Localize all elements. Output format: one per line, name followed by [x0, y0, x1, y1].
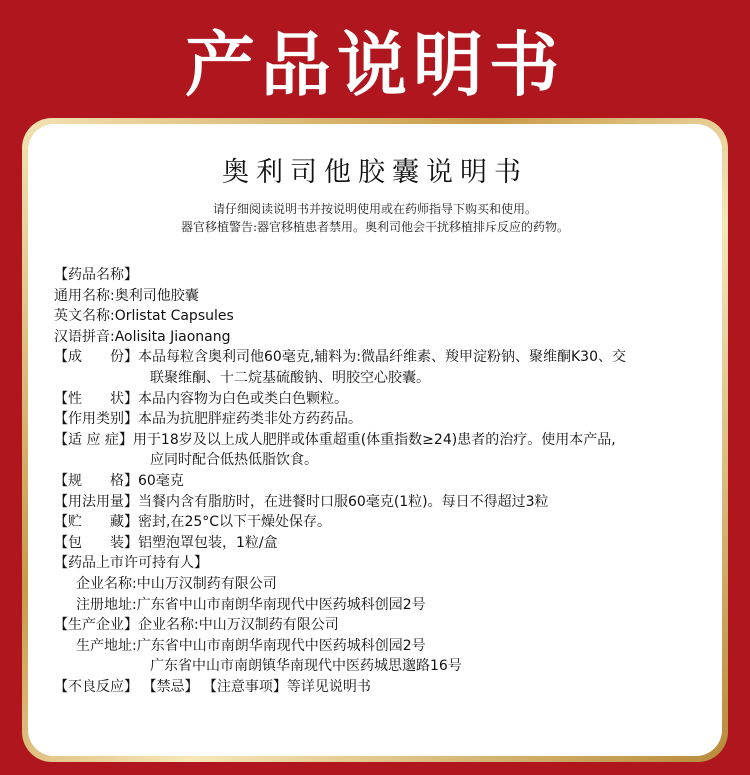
- header-banner: [0, 0, 750, 118]
- ingredients-row: [54, 347, 724, 368]
- instruction-body: [54, 265, 724, 697]
- manufacturer-text: 企业名称:中山万汉制药有限公司: [138, 617, 339, 634]
- category-text: 本品为抗肥胖症药类非处方药药品。: [138, 411, 362, 428]
- ingredients-text-2: 联聚维酮、十二烷基硫酸钠、明胶空心胶囊。: [150, 369, 430, 386]
- banner-title: 产品说明书: [185, 23, 565, 106]
- mah-address: 注册地址:广东省中山市南朗华南现代中医药城科创园2号: [76, 596, 426, 613]
- pinyin-name: 汉语拼音:Aolisita Jiaonang: [54, 328, 231, 345]
- storage-row: [54, 512, 724, 533]
- package-text: 铝塑泡罩包装，1粒/盒: [138, 534, 278, 551]
- spec-label: 【规 格】: [54, 472, 138, 489]
- indications-text-2: 应同时配合低热低脂饮食。: [150, 452, 318, 469]
- manufacturer-label: 【生产企业】: [54, 617, 138, 634]
- dosage-label: 【用法用量】: [54, 493, 138, 510]
- package-row: [54, 533, 724, 554]
- drug-name-header: 【药品名称】: [54, 267, 138, 283]
- manufacturer-row: [54, 615, 724, 636]
- dosage-row: [54, 492, 724, 513]
- intro-line-2: 器官移植警告:器官移植患者禁用。奥利司他会干扰移植排斥反应的药物。: [180, 220, 570, 234]
- production-address-2: 广东省中山市南朗镇华南现代中医药城思邈路16号: [150, 658, 462, 675]
- appearance-text: 本品内容物为白色或类白色颗粒。: [138, 390, 348, 407]
- mah-header: 【药品上市许可持有人】: [54, 555, 208, 572]
- indications-label: 【适 应 症】: [54, 431, 133, 448]
- spec-text: 60毫克: [138, 472, 184, 489]
- ingredients-text-1: 本品每粒含奥利司他60毫克,辅料为:微晶纤维素、羧甲淀粉钠、聚维酮K30、交: [138, 349, 626, 366]
- document-title: 奥利司他胶囊说明书: [222, 157, 528, 188]
- english-name: 英文名称:Orlistat Capsules: [54, 308, 234, 325]
- intro-line-1: 请仔细阅读说明书并按说明使用或在药师指导下购买和使用。: [212, 202, 537, 216]
- footer-line: 【不良反应】 【禁忌】 【注意事项】等详见说明书: [54, 678, 371, 695]
- generic-name: 通用名称:奥利司他胶囊: [54, 287, 199, 304]
- appearance-row: [54, 389, 724, 410]
- category-row: [54, 409, 724, 430]
- indications-text-1: 用于18岁及以上成人肥胖或体重超重(体重指数≥24)患者的治疗。使用本产品,: [132, 431, 616, 448]
- category-label: 【作用类别】: [54, 411, 138, 428]
- storage-text: 密封,在25°C以下干燥处保存。: [138, 514, 332, 531]
- ingredients-label: 【成 份】: [54, 349, 138, 366]
- spec-row: [54, 471, 724, 492]
- storage-label: 【贮 藏】: [54, 514, 138, 531]
- mah-company: 企业名称:中山万汉制药有限公司: [76, 575, 277, 592]
- appearance-label: 【性 状】: [54, 390, 138, 407]
- dosage-text: 当餐内含有脂肪时，在进餐时口服60毫克(1粒)。每日不得超过3粒: [138, 493, 549, 510]
- package-label: 【包 装】: [54, 534, 138, 551]
- indications-row: [54, 430, 724, 451]
- production-address-1: 生产地址:广东省中山市南朗华南现代中医药城科创园2号: [76, 637, 426, 654]
